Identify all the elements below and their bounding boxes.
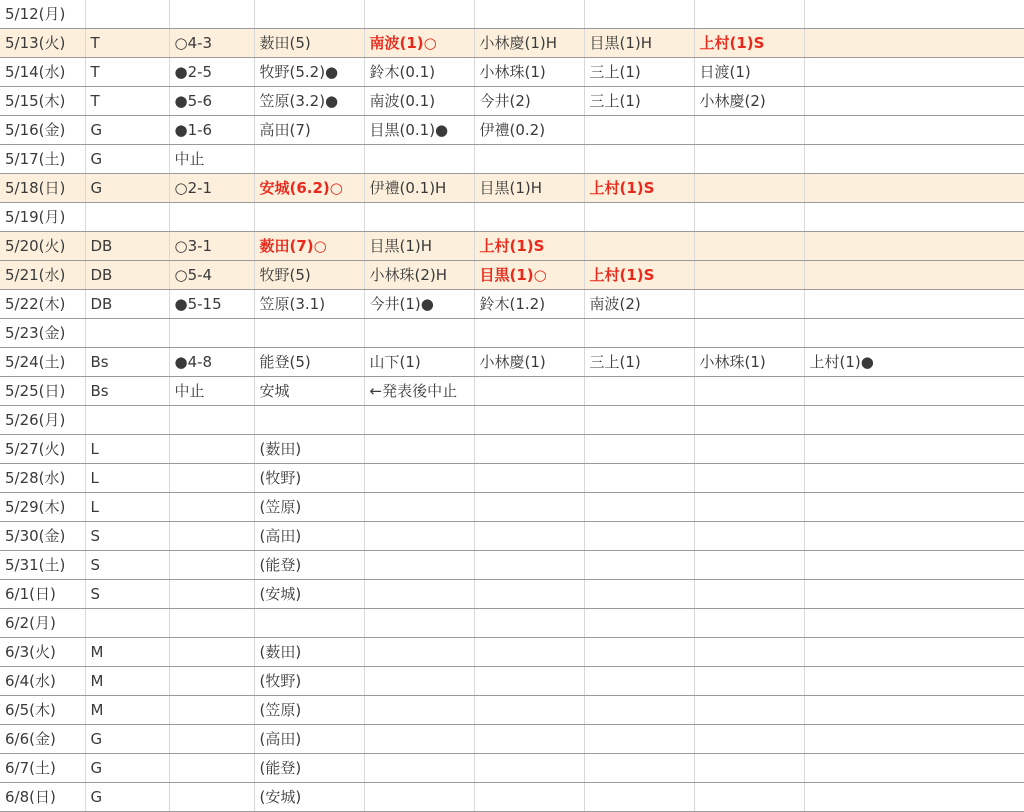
cell-reliever-1[interactable]	[364, 696, 474, 725]
cell-reliever-2[interactable]: 目黒(1)○	[474, 261, 584, 290]
cell-date[interactable]: 6/7(土)	[0, 754, 85, 783]
cell-date[interactable]: 5/12(月)	[0, 0, 85, 29]
cell-reliever-4[interactable]	[694, 522, 804, 551]
cell-date[interactable]: 5/16(金)	[0, 116, 85, 145]
cell-reliever-1[interactable]	[364, 493, 474, 522]
table-row	[0, 783, 1024, 812]
cell-reliever-1[interactable]	[364, 754, 474, 783]
cell-reliever-4[interactable]	[694, 377, 804, 406]
cell-reliever-5[interactable]	[804, 522, 1024, 551]
cell-date[interactable]: 6/3(火)	[0, 638, 85, 667]
cell-result[interactable]	[169, 464, 254, 493]
cell-date[interactable]: 5/31(土)	[0, 551, 85, 580]
cell-reliever-2[interactable]: 鈴木(1.2)	[474, 290, 584, 319]
cell-reliever-2[interactable]	[474, 725, 584, 754]
cell-reliever-3[interactable]	[584, 203, 694, 232]
cell-opponent[interactable]: M	[85, 696, 169, 725]
cell-opponent[interactable]: DB	[85, 232, 169, 261]
cell-opponent[interactable]: L	[85, 435, 169, 464]
cell-result[interactable]	[169, 0, 254, 29]
cell-date[interactable]: 5/15(木)	[0, 87, 85, 116]
cell-reliever-3[interactable]	[584, 609, 694, 638]
cell-date[interactable]: 6/5(木)	[0, 696, 85, 725]
cell-reliever-5[interactable]	[804, 580, 1024, 609]
cell-result[interactable]: ●5-6	[169, 87, 254, 116]
cell-result[interactable]	[169, 203, 254, 232]
cell-reliever-4[interactable]	[694, 725, 804, 754]
cell-starter[interactable]: (能登)	[254, 551, 364, 580]
cell-reliever-2[interactable]	[474, 435, 584, 464]
cell-starter[interactable]: 牧野(5)	[254, 261, 364, 290]
cell-starter[interactable]: 安城	[254, 377, 364, 406]
cell-reliever-1[interactable]: 目黒(1)H	[364, 232, 474, 261]
cell-opponent[interactable]: L	[85, 464, 169, 493]
cell-reliever-2[interactable]	[474, 145, 584, 174]
cell-starter[interactable]	[254, 145, 364, 174]
cell-date[interactable]: 5/26(月)	[0, 406, 85, 435]
cell-reliever-3[interactable]	[584, 232, 694, 261]
cell-reliever-4[interactable]	[694, 667, 804, 696]
cell-reliever-2[interactable]	[474, 406, 584, 435]
cell-reliever-3[interactable]	[584, 638, 694, 667]
cell-reliever-3[interactable]: 上村(1)S	[584, 261, 694, 290]
cell-date[interactable]: 5/27(火)	[0, 435, 85, 464]
cell-reliever-3[interactable]	[584, 754, 694, 783]
cell-reliever-5[interactable]	[804, 406, 1024, 435]
cell-reliever-2[interactable]	[474, 319, 584, 348]
cell-starter[interactable]: 牧野(5.2)●	[254, 58, 364, 87]
cell-reliever-4[interactable]	[694, 609, 804, 638]
cell-starter[interactable]	[254, 319, 364, 348]
cell-date[interactable]: 5/23(金)	[0, 319, 85, 348]
cell-result[interactable]: ●4-8	[169, 348, 254, 377]
cell-result[interactable]	[169, 783, 254, 812]
cell-opponent[interactable]: L	[85, 493, 169, 522]
cell-reliever-2[interactable]	[474, 493, 584, 522]
cell-date[interactable]: 5/17(土)	[0, 145, 85, 174]
cell-reliever-3[interactable]	[584, 725, 694, 754]
cell-reliever-1[interactable]	[364, 783, 474, 812]
cell-reliever-4[interactable]	[694, 464, 804, 493]
cell-reliever-2[interactable]	[474, 609, 584, 638]
cell-reliever-1[interactable]	[364, 435, 474, 464]
cell-date[interactable]: 6/2(月)	[0, 609, 85, 638]
cell-reliever-5[interactable]	[804, 696, 1024, 725]
cell-reliever-3[interactable]	[584, 522, 694, 551]
cell-reliever-1[interactable]	[364, 522, 474, 551]
cell-reliever-4[interactable]	[694, 754, 804, 783]
cell-reliever-2[interactable]: 目黒(1)H	[474, 174, 584, 203]
cell-reliever-5[interactable]	[804, 174, 1024, 203]
cell-reliever-2[interactable]: 上村(1)S	[474, 232, 584, 261]
cell-opponent[interactable]: G	[85, 725, 169, 754]
cell-starter[interactable]: (薮田)	[254, 435, 364, 464]
cell-date[interactable]: 5/19(月)	[0, 203, 85, 232]
cell-reliever-3[interactable]: 三上(1)	[584, 58, 694, 87]
cell-reliever-4[interactable]: 日渡(1)	[694, 58, 804, 87]
table-row	[0, 638, 1024, 667]
cell-reliever-1[interactable]	[364, 406, 474, 435]
cell-result[interactable]: 中止	[169, 377, 254, 406]
cell-result[interactable]: ●2-5	[169, 58, 254, 87]
cell-reliever-4[interactable]: 小林珠(1)	[694, 348, 804, 377]
cell-reliever-1[interactable]	[364, 667, 474, 696]
cell-reliever-2[interactable]: 小林珠(1)	[474, 58, 584, 87]
cell-result[interactable]	[169, 580, 254, 609]
cell-reliever-5[interactable]	[804, 203, 1024, 232]
cell-reliever-5[interactable]	[804, 0, 1024, 29]
table-row	[0, 203, 1024, 232]
cell-result[interactable]	[169, 638, 254, 667]
cell-reliever-2[interactable]	[474, 783, 584, 812]
cell-reliever-2[interactable]: 小林慶(1)	[474, 348, 584, 377]
table-row	[0, 377, 1024, 406]
cell-starter[interactable]	[254, 203, 364, 232]
cell-reliever-1[interactable]	[364, 203, 474, 232]
cell-reliever-5[interactable]	[804, 87, 1024, 116]
table-row	[0, 493, 1024, 522]
cell-reliever-3[interactable]	[584, 435, 694, 464]
cell-reliever-4[interactable]	[694, 116, 804, 145]
cell-date[interactable]: 6/6(金)	[0, 725, 85, 754]
cell-reliever-4[interactable]	[694, 406, 804, 435]
cell-reliever-3[interactable]	[584, 319, 694, 348]
cell-result[interactable]: ○2-1	[169, 174, 254, 203]
cell-starter[interactable]: (安城)	[254, 783, 364, 812]
cell-result[interactable]	[169, 493, 254, 522]
cell-reliever-1[interactable]: 山下(1)	[364, 348, 474, 377]
cell-reliever-4[interactable]	[694, 174, 804, 203]
cell-result[interactable]	[169, 319, 254, 348]
cell-reliever-1[interactable]: 伊禮(0.1)H	[364, 174, 474, 203]
cell-starter[interactable]: 笠原(3.1)	[254, 290, 364, 319]
cell-reliever-1[interactable]: 南波(1)○	[364, 29, 474, 58]
cell-reliever-3[interactable]	[584, 406, 694, 435]
cell-starter[interactable]: (牧野)	[254, 464, 364, 493]
table-row	[0, 464, 1024, 493]
cell-reliever-3[interactable]	[584, 377, 694, 406]
table-row	[0, 116, 1024, 145]
cell-result[interactable]	[169, 522, 254, 551]
cell-reliever-2[interactable]: 今井(2)	[474, 87, 584, 116]
cell-reliever-4[interactable]	[694, 435, 804, 464]
cell-starter[interactable]: (薮田)	[254, 638, 364, 667]
table-row	[0, 145, 1024, 174]
cell-reliever-3[interactable]	[584, 0, 694, 29]
cell-reliever-1[interactable]	[364, 551, 474, 580]
cell-reliever-3[interactable]: 三上(1)	[584, 87, 694, 116]
table-row	[0, 290, 1024, 319]
cell-opponent[interactable]: G	[85, 754, 169, 783]
cell-reliever-5[interactable]	[804, 638, 1024, 667]
cell-reliever-1[interactable]: 目黒(0.1)●	[364, 116, 474, 145]
cell-reliever-1[interactable]	[364, 0, 474, 29]
cell-reliever-4[interactable]	[694, 551, 804, 580]
cell-reliever-2[interactable]	[474, 551, 584, 580]
table-row	[0, 58, 1024, 87]
cell-opponent[interactable]	[85, 319, 169, 348]
cell-reliever-2[interactable]	[474, 754, 584, 783]
cell-reliever-3[interactable]	[584, 145, 694, 174]
cell-starter[interactable]: 薮田(5)	[254, 29, 364, 58]
cell-starter[interactable]: 薮田(7)○	[254, 232, 364, 261]
cell-starter[interactable]: (高田)	[254, 725, 364, 754]
cell-starter[interactable]	[254, 0, 364, 29]
cell-opponent[interactable]: S	[85, 580, 169, 609]
cell-result[interactable]: ●1-6	[169, 116, 254, 145]
cell-reliever-1[interactable]	[364, 319, 474, 348]
table-row	[0, 435, 1024, 464]
cell-reliever-1[interactable]	[364, 638, 474, 667]
cell-opponent[interactable]: S	[85, 522, 169, 551]
cell-reliever-3[interactable]	[584, 551, 694, 580]
cell-opponent[interactable]: T	[85, 29, 169, 58]
cell-reliever-3[interactable]: 三上(1)	[584, 348, 694, 377]
cell-starter[interactable]	[254, 406, 364, 435]
cell-reliever-4[interactable]	[694, 638, 804, 667]
cell-reliever-4[interactable]: 小林慶(2)	[694, 87, 804, 116]
cell-opponent[interactable]: Bs	[85, 377, 169, 406]
cell-result[interactable]	[169, 435, 254, 464]
cell-reliever-5[interactable]	[804, 261, 1024, 290]
cell-reliever-4[interactable]	[694, 232, 804, 261]
cell-reliever-2[interactable]: 伊禮(0.2)	[474, 116, 584, 145]
cell-reliever-2[interactable]	[474, 667, 584, 696]
cell-reliever-1[interactable]	[364, 145, 474, 174]
cell-result[interactable]: ○4-3	[169, 29, 254, 58]
cell-starter[interactable]: 笠原(3.2)●	[254, 87, 364, 116]
cell-starter[interactable]: 安城(6.2)○	[254, 174, 364, 203]
cell-reliever-5[interactable]	[804, 609, 1024, 638]
cell-reliever-5[interactable]	[804, 725, 1024, 754]
cell-result[interactable]	[169, 406, 254, 435]
cell-reliever-4[interactable]	[694, 783, 804, 812]
table-row	[0, 551, 1024, 580]
cell-reliever-2[interactable]	[474, 638, 584, 667]
cell-reliever-5[interactable]	[804, 783, 1024, 812]
table-row	[0, 29, 1024, 58]
cell-reliever-5[interactable]	[804, 232, 1024, 261]
table-row	[0, 522, 1024, 551]
cell-reliever-5[interactable]	[804, 29, 1024, 58]
cell-reliever-3[interactable]	[584, 116, 694, 145]
cell-reliever-5[interactable]	[804, 754, 1024, 783]
cell-reliever-4[interactable]	[694, 203, 804, 232]
cell-reliever-3[interactable]: 上村(1)S	[584, 174, 694, 203]
cell-date[interactable]: 5/25(日)	[0, 377, 85, 406]
cell-starter[interactable]: 能登(5)	[254, 348, 364, 377]
table-row	[0, 580, 1024, 609]
table-row	[0, 725, 1024, 754]
cell-result[interactable]	[169, 667, 254, 696]
cell-opponent[interactable]: Bs	[85, 348, 169, 377]
table-row	[0, 261, 1024, 290]
cell-date[interactable]: 6/8(日)	[0, 783, 85, 812]
cell-date[interactable]: 5/28(水)	[0, 464, 85, 493]
cell-reliever-4[interactable]: 上村(1)S	[694, 29, 804, 58]
cell-reliever-5[interactable]	[804, 493, 1024, 522]
cell-reliever-4[interactable]	[694, 493, 804, 522]
cell-date[interactable]: 5/21(水)	[0, 261, 85, 290]
cell-reliever-3[interactable]: 目黒(1)H	[584, 29, 694, 58]
cell-reliever-1[interactable]	[364, 580, 474, 609]
cell-date[interactable]: 5/22(木)	[0, 290, 85, 319]
cell-date[interactable]: 5/20(火)	[0, 232, 85, 261]
cell-reliever-5[interactable]: 上村(1)●	[804, 348, 1024, 377]
cell-result[interactable]	[169, 696, 254, 725]
cell-result[interactable]	[169, 551, 254, 580]
cell-starter[interactable]: (能登)	[254, 754, 364, 783]
cell-opponent[interactable]: M	[85, 638, 169, 667]
cell-starter[interactable]	[254, 609, 364, 638]
cell-reliever-2[interactable]	[474, 580, 584, 609]
cell-result[interactable]: ○3-1	[169, 232, 254, 261]
cell-reliever-4[interactable]	[694, 319, 804, 348]
cell-reliever-2[interactable]	[474, 464, 584, 493]
cell-starter[interactable]: (笠原)	[254, 696, 364, 725]
cell-reliever-1[interactable]: ←発表後中止	[364, 377, 474, 406]
cell-opponent[interactable]: T	[85, 87, 169, 116]
cell-date[interactable]: 5/24(土)	[0, 348, 85, 377]
cell-reliever-1[interactable]: 鈴木(0.1)	[364, 58, 474, 87]
cell-opponent[interactable]: M	[85, 667, 169, 696]
cell-result[interactable]	[169, 754, 254, 783]
cell-starter[interactable]: 高田(7)	[254, 116, 364, 145]
cell-reliever-1[interactable]: 今井(1)●	[364, 290, 474, 319]
cell-reliever-2[interactable]: 小林慶(1)H	[474, 29, 584, 58]
cell-reliever-3[interactable]	[584, 667, 694, 696]
cell-opponent[interactable]: DB	[85, 261, 169, 290]
cell-date[interactable]: 5/29(木)	[0, 493, 85, 522]
cell-reliever-2[interactable]	[474, 377, 584, 406]
cell-date[interactable]: 6/4(水)	[0, 667, 85, 696]
table-row	[0, 0, 1024, 29]
cell-opponent[interactable]: S	[85, 551, 169, 580]
cell-date[interactable]: 5/14(水)	[0, 58, 85, 87]
cell-reliever-5[interactable]	[804, 377, 1024, 406]
cell-starter[interactable]: (高田)	[254, 522, 364, 551]
cell-date[interactable]: 5/30(金)	[0, 522, 85, 551]
table-row	[0, 348, 1024, 377]
table-row	[0, 174, 1024, 203]
table-row	[0, 667, 1024, 696]
cell-reliever-5[interactable]	[804, 464, 1024, 493]
cell-reliever-2[interactable]	[474, 0, 584, 29]
cell-reliever-2[interactable]	[474, 696, 584, 725]
table-row	[0, 406, 1024, 435]
cell-reliever-4[interactable]	[694, 696, 804, 725]
cell-reliever-1[interactable]	[364, 609, 474, 638]
cell-reliever-4[interactable]	[694, 145, 804, 174]
table-row	[0, 232, 1024, 261]
cell-reliever-1[interactable]: 小林珠(2)H	[364, 261, 474, 290]
cell-reliever-5[interactable]	[804, 435, 1024, 464]
cell-reliever-5[interactable]	[804, 290, 1024, 319]
cell-reliever-4[interactable]	[694, 580, 804, 609]
cell-opponent[interactable]: G	[85, 116, 169, 145]
table-row	[0, 609, 1024, 638]
cell-opponent[interactable]: DB	[85, 290, 169, 319]
cell-opponent[interactable]: G	[85, 145, 169, 174]
cell-reliever-1[interactable]: 南波(0.1)	[364, 87, 474, 116]
cell-reliever-3[interactable]	[584, 493, 694, 522]
cell-result[interactable]	[169, 609, 254, 638]
cell-reliever-5[interactable]	[804, 667, 1024, 696]
cell-opponent[interactable]: T	[85, 58, 169, 87]
cell-reliever-3[interactable]	[584, 580, 694, 609]
cell-reliever-5[interactable]	[804, 58, 1024, 87]
cell-reliever-3[interactable]: 南波(2)	[584, 290, 694, 319]
cell-opponent[interactable]	[85, 203, 169, 232]
cell-opponent[interactable]: G	[85, 783, 169, 812]
cell-result[interactable]	[169, 725, 254, 754]
cell-reliever-3[interactable]	[584, 783, 694, 812]
cell-starter[interactable]: (牧野)	[254, 667, 364, 696]
table-row	[0, 319, 1024, 348]
cell-starter[interactable]: (笠原)	[254, 493, 364, 522]
cell-result[interactable]: ●5-15	[169, 290, 254, 319]
table-row	[0, 87, 1024, 116]
cell-reliever-4[interactable]	[694, 290, 804, 319]
cell-reliever-3[interactable]	[584, 464, 694, 493]
cell-opponent[interactable]: G	[85, 174, 169, 203]
cell-reliever-5[interactable]	[804, 551, 1024, 580]
cell-date[interactable]: 5/18(日)	[0, 174, 85, 203]
cell-starter[interactable]: (安城)	[254, 580, 364, 609]
cell-opponent[interactable]	[85, 0, 169, 29]
table-row	[0, 754, 1024, 783]
cell-reliever-5[interactable]	[804, 145, 1024, 174]
cell-reliever-1[interactable]	[364, 464, 474, 493]
cell-reliever-5[interactable]	[804, 116, 1024, 145]
cell-reliever-4[interactable]	[694, 261, 804, 290]
table-row	[0, 696, 1024, 725]
cell-reliever-2[interactable]	[474, 522, 584, 551]
cell-reliever-3[interactable]	[584, 696, 694, 725]
cell-result[interactable]: ○5-4	[169, 261, 254, 290]
cell-reliever-2[interactable]	[474, 203, 584, 232]
cell-opponent[interactable]	[85, 406, 169, 435]
cell-date[interactable]: 5/13(火)	[0, 29, 85, 58]
cell-opponent[interactable]	[85, 609, 169, 638]
cell-result[interactable]: 中止	[169, 145, 254, 174]
cell-reliever-1[interactable]	[364, 725, 474, 754]
cell-reliever-4[interactable]	[694, 0, 804, 29]
cell-reliever-5[interactable]	[804, 319, 1024, 348]
cell-date[interactable]: 6/1(日)	[0, 580, 85, 609]
